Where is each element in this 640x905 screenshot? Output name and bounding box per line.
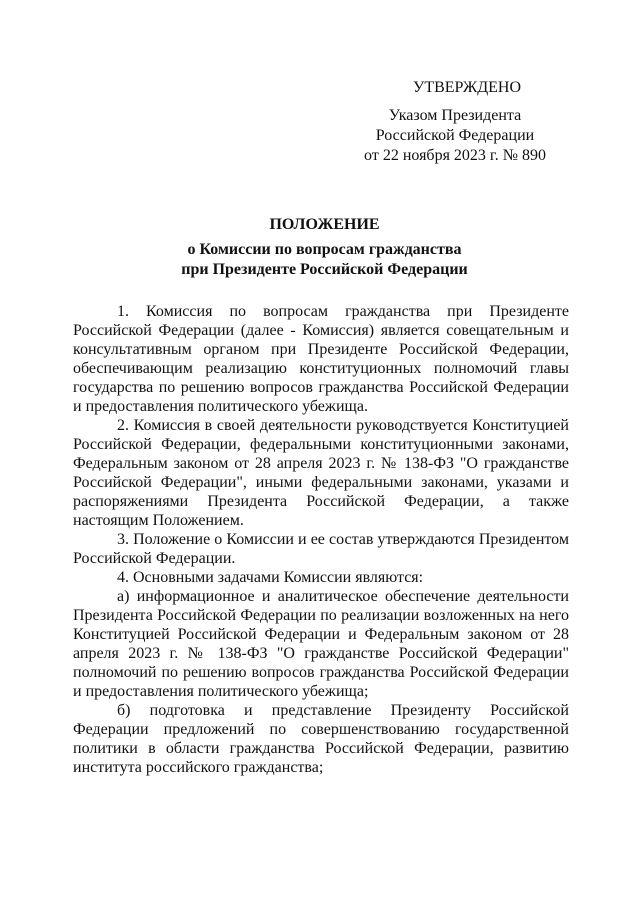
approval-heading: УТВЕРЖДЕНО [413,79,522,96]
approval-line-country: Российской Федерации [375,127,535,144]
document-subtitle-line2: при Президенте Российской Федерации [181,261,468,278]
document-body [73,302,569,777]
paragraph-3: 3. Положение о Комиссии и ее состав утверждаются Президентом Российской Федерации. [73,531,569,567]
paragraph-4a: а) информационное и аналитическое обеспечение деятельности Президента Российской Федерации по реализации возложенных на него Конституцией Российской Федерации и Федеральным законом от 28 апреля 2023 г. № 138-ФЗ "О гражданстве Российской Федерации" полномочий по решению вопросов гражданства Российской Федерации и предоставления политического убежища; [73,588,569,700]
document-subtitle-line1: о Комиссии по вопросам гражданства [187,241,462,258]
paragraph-2: 2. Комиссия в своей деятельности руководствуется Конституцией Российской Федерации, федеральными конституционными законами, Федеральным законом от 28 апреля 2023 г. № 138-ФЗ "О гражданстве Российской Федерации", иными федеральными законами, указами и распоряжениями Президента Российской Федерации, а также настоящим Положением. [73,417,569,529]
paragraph-1: 1. Комиссия по вопросам гражданства при Президенте Российской Федерации (далее - Комиссия) является совещательным и консультативным органом при Президенте Российской Федерации, обеспечивающим реализацию конституционных полномочий главы государства по решению вопросов гражданства Российской Федерации и предоставления политического убежища. [73,303,569,415]
approval-line-date: от 22 ноября 2023 г. № 890 [364,147,546,164]
document-title: ПОЛОЖЕНИЕ [269,216,380,233]
paragraph-4b: б) подготовка и представление Президенту Российской Федерации предложений по совершенствованию государственной политики в области гражданства Российской Федерации, развитию института российского гражданства; [73,702,569,776]
paragraph-4: 4. Основными задачами Комиссии являются: [117,569,424,586]
approval-line-authority: Указом Президента [388,107,522,124]
